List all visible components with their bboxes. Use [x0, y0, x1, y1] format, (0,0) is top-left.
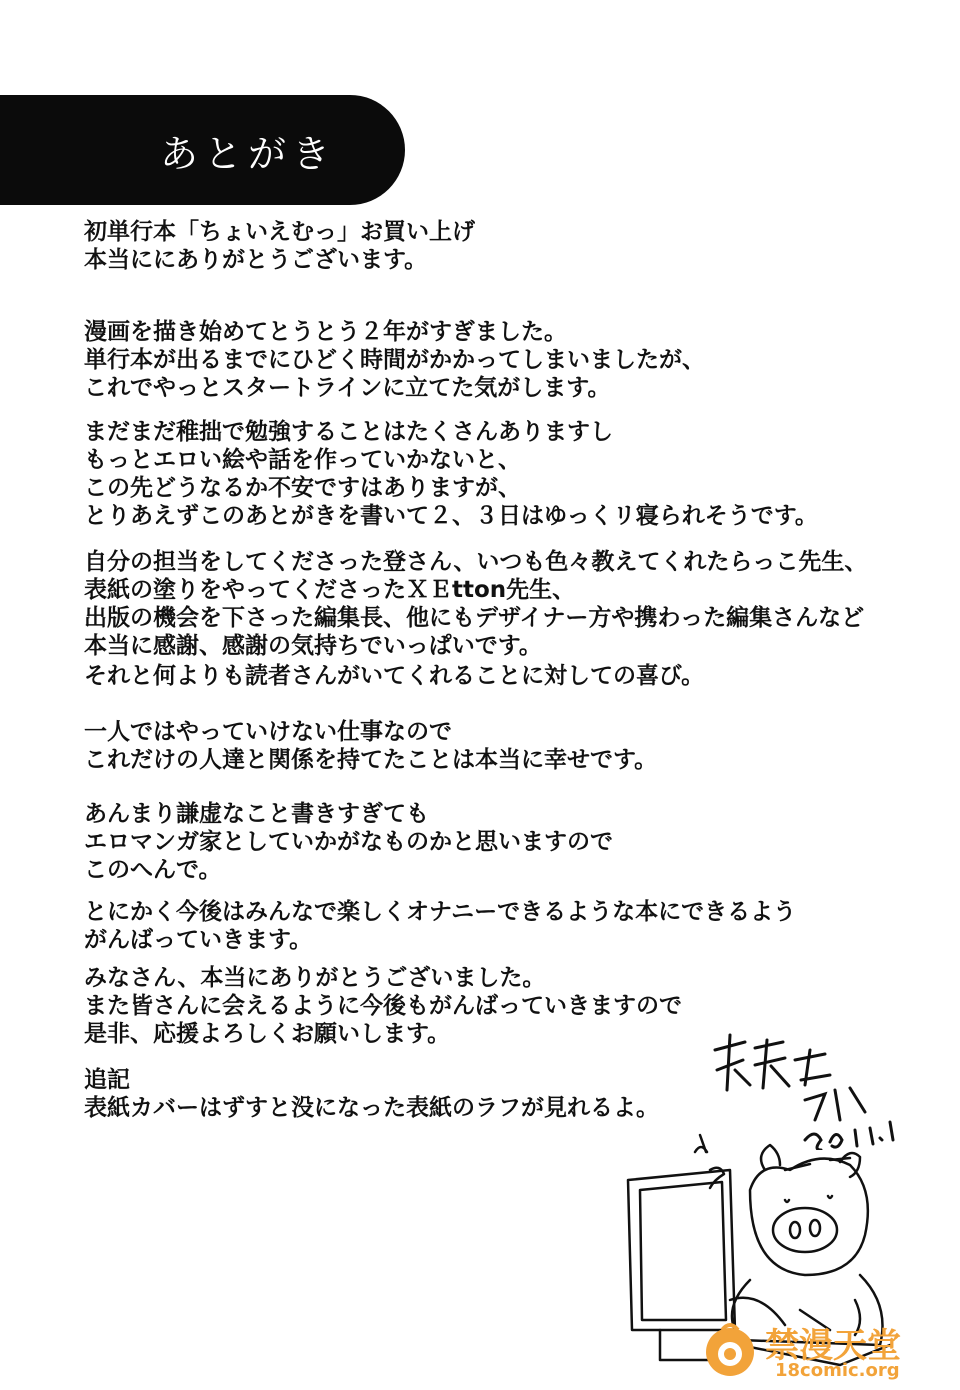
page-title: あとがき	[160, 132, 337, 176]
paragraph-2: 漫画を描き始めてとうとう２年がすぎました。 単行本が出るまでにひどく時間がかかってしまいましたが、 これでやっとスタートラインに立てた気がします。	[84, 319, 705, 401]
paragraph-1: 初単行本「ちょいえむっ」お買い上げ 本当ににありがとうございます。	[84, 219, 475, 273]
paragraph-5: それと何よりも読者さんがいてくれることに対しての喜び。	[84, 663, 705, 689]
paragraph-9: みなさん、本当にありがとうございました。 また皆さんに会えるように今後もがんばっていきますので 是非、応援よろしくお願いします。	[84, 965, 682, 1047]
watermark-url: 18comic.org	[775, 1360, 900, 1381]
paragraph-3: まだまだ稚拙で勉強することはたくさんありますし もっとエロい絵や話を作っていかないと、 この先どうなるか不安ですはありますが、 とりあえずこのあとがきを書いて２、３日はゆっくリ寝られそうです。	[84, 419, 818, 529]
watermark-logo-icon	[700, 1320, 760, 1380]
paragraph-8: とにかく今後はみんなで楽しくオナニーできるような本にできるよう がんばっていきます。	[84, 899, 797, 953]
paragraph-10: 追記 表紙カバーはずすと没になった表紙のラフが見れるよ。	[84, 1067, 659, 1121]
paragraph-4: 自分の担当をしてくださった登さん、いつも色々教えてくれたらっこ先生、 表紙の塗りをやってくださったＸＥtton先生、 出版の機会を下さった編集長、他にもデザイナー方や携わった編集さんなど 本当に感謝、感謝の気持ちでいっぱいです。	[84, 549, 868, 659]
paragraph-6: 一人ではやっていけない仕事なので これだけの人達と関係を持てたことは本当に幸せです。	[84, 719, 658, 773]
watermark-text: 禁漫天堂	[765, 1326, 901, 1366]
paragraph-7: あんまり謙虚なこと書きすぎても エロマンガ家としていかがなものかと思いますので このへんで。	[84, 801, 613, 883]
